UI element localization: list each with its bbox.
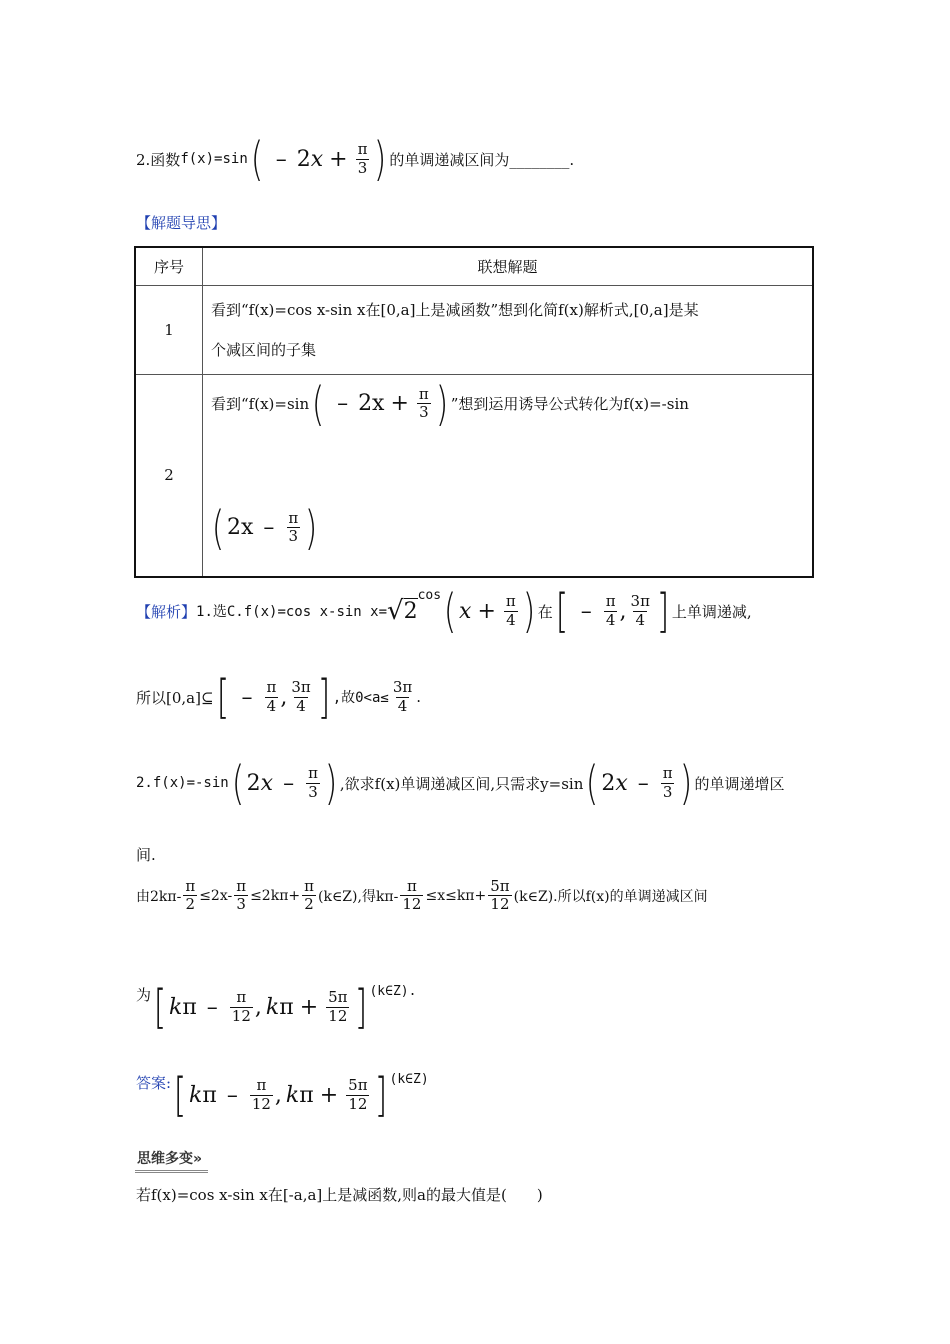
- analysis-line-3: [136, 756, 785, 810]
- period: .: [416, 688, 422, 706]
- fraction-pi-3: $\frac{\pi}{3}$: [308, 764, 318, 801]
- analysis-line-5: [136, 878, 708, 914]
- analysis-line-4: 间.: [136, 846, 156, 864]
- comma: ,: [254, 994, 262, 1020]
- row1-text: [203, 285, 814, 374]
- analysis-text: 为: [136, 986, 152, 1004]
- var-k: k: [189, 1082, 203, 1108]
- q2-func: f(x)=sin: [180, 151, 248, 167]
- right-paren: ): [522, 584, 536, 638]
- row1-num: 1: [135, 285, 203, 374]
- comma: ,: [280, 684, 288, 710]
- answer-line: [136, 1068, 429, 1122]
- analysis-line-2: [136, 670, 422, 724]
- fraction-3pi-4: $\frac{3\pi}{4}$: [630, 592, 650, 629]
- fraction-3pi-4: $\frac{3\pi}{4}$: [291, 678, 311, 715]
- analysis-text: ≤x≤kπ+: [425, 887, 487, 904]
- right-bracket: ]: [374, 1068, 387, 1122]
- fraction-pi-3: $\frac{\pi}{3}$: [662, 764, 673, 801]
- sqrt-sign: √: [387, 596, 404, 626]
- var-x: x: [260, 770, 274, 796]
- left-paren: (: [250, 132, 264, 186]
- right-paren: ): [679, 756, 692, 810]
- fraction-pi-4: $\frac{\pi}{4}$: [266, 678, 277, 715]
- analysis-text: 由2kπ-: [136, 888, 182, 905]
- guide-heading: 【解题导思】: [136, 214, 227, 232]
- table-header-num: 序号: [135, 247, 203, 285]
- k-in-z: (k∈Z).: [369, 984, 417, 999]
- analysis-label: 【解析】: [136, 602, 197, 621]
- coef-2: 2: [601, 770, 616, 796]
- analysis-line-6: [136, 980, 417, 1034]
- right-bracket: ]: [317, 670, 331, 724]
- fraction-pi-12: $\frac{\pi}{12}$: [231, 988, 251, 1025]
- fraction-pi-12: $\frac{\pi}{12}$: [251, 1076, 271, 1113]
- minus-sign: –: [241, 684, 253, 710]
- plus-sign: +: [299, 994, 319, 1020]
- row2-num: 2: [135, 374, 203, 577]
- plus-sign: +: [329, 146, 348, 172]
- analysis-text: 的单调递增区: [694, 774, 785, 793]
- row1-line-a: 看到“f(x)=cos x-sin x在[0,a]上是减函数”想到化简f(x)解析式,[0,a]是某: [211, 300, 699, 319]
- analysis-line-1: [136, 584, 752, 638]
- fraction-pi-2: $\frac{\pi}{2}$: [304, 877, 314, 914]
- plus-sign: +: [477, 598, 496, 624]
- fraction-5pi-12: $\frac{5\pi}{12}$: [328, 988, 348, 1025]
- pi-symbol: π: [202, 1082, 217, 1108]
- left-paren: (: [586, 756, 599, 810]
- var-x: x: [310, 146, 324, 172]
- analysis-text: ,故0<a≤: [332, 690, 389, 706]
- fraction-pi-4: $\frac{\pi}{4}$: [605, 592, 616, 629]
- var-x: x: [459, 598, 472, 624]
- right-bracket: ]: [656, 584, 670, 638]
- plus-sign: +: [319, 1082, 339, 1108]
- row2-line-a: [211, 376, 804, 431]
- right-paren: ): [374, 132, 387, 186]
- var-k: k: [285, 1082, 300, 1108]
- variant-question: 若f(x)=cos x-sin x在[-a,a]上是减函数,则a的最大值是( ): [136, 1186, 543, 1204]
- k-in-z: (k∈Z): [389, 1072, 429, 1087]
- var-x: x: [615, 770, 628, 796]
- q2-prefix: 2.函数: [136, 150, 181, 169]
- fraction-pi-3: $\frac{\pi}{3}$: [418, 384, 429, 421]
- table-header-text: 联想解题: [203, 247, 814, 285]
- fraction-pi-2: $\frac{\pi}{2}$: [185, 877, 196, 914]
- comma: ,: [274, 1082, 282, 1108]
- left-bracket: [: [555, 584, 568, 638]
- fraction-pi-12: $\frac{\pi}{12}$: [402, 877, 422, 914]
- coef-2: 2: [246, 770, 261, 796]
- row2-text: [203, 374, 814, 577]
- analysis-text: (k∈Z).所以f(x)的单调递减区间: [513, 888, 708, 905]
- q2-suffix: 的单调递减区间为________.: [389, 150, 575, 169]
- analysis-text: ≤2kπ+: [250, 887, 301, 904]
- guide-table: [134, 246, 814, 578]
- left-paren: (: [311, 376, 325, 431]
- left-bracket: [: [216, 670, 229, 724]
- coef-2: 2: [296, 146, 311, 172]
- comma: ,: [619, 598, 627, 624]
- pi-symbol: π: [279, 994, 294, 1020]
- left-paren: (: [231, 756, 244, 810]
- right-bracket: ]: [354, 980, 367, 1034]
- var-k: k: [265, 994, 280, 1020]
- fraction-pi-3: $\frac{\pi}{3}$: [288, 508, 299, 545]
- right-paren: ): [304, 500, 318, 555]
- fraction-pi-4: $\frac{\pi}{4}$: [505, 592, 516, 629]
- question-2: [136, 132, 575, 186]
- row2-line-b: [209, 500, 320, 555]
- analysis-text: 所以[0,a]⊆: [136, 688, 214, 707]
- minus-sign: –: [283, 770, 295, 796]
- row2-text-b: ”想到运用诱导公式转化为f(x)=-sin: [450, 395, 689, 413]
- pi-symbol: π: [299, 1082, 314, 1108]
- minus-sign: –: [263, 515, 275, 540]
- analysis-text: ≤2x-: [199, 887, 233, 904]
- row2-text-a: 看到“f(x)=sin: [211, 395, 310, 413]
- analysis-text: 2.f(x)=-sin: [136, 775, 229, 791]
- minus-sign: –: [637, 770, 649, 796]
- minus-sign: –: [337, 391, 349, 416]
- fraction-5pi-12: $\frac{5\pi}{12}$: [490, 877, 510, 914]
- fraction-3pi-4: $\frac{3\pi}{4}$: [392, 678, 413, 715]
- pi-symbol: π: [182, 994, 197, 1020]
- left-bracket: [: [153, 980, 167, 1034]
- minus-sign: –: [226, 1082, 238, 1108]
- left-paren: (: [443, 584, 457, 638]
- fraction-pi-3: $\frac{\pi}{3}$: [236, 877, 247, 914]
- right-paren: ): [324, 756, 338, 810]
- left-bracket: [: [173, 1068, 187, 1122]
- answer-label: 答案:: [136, 1074, 172, 1092]
- right-paren: ): [435, 376, 449, 431]
- fraction-pi-3: $\frac{\pi}{3}$: [357, 140, 368, 177]
- in-text: 在: [537, 602, 553, 621]
- term-2x: 2x: [226, 515, 254, 540]
- term-2x: 2x: [358, 391, 385, 416]
- minus-sign: –: [206, 994, 218, 1020]
- think-heading: 思维多变»: [135, 1148, 208, 1173]
- minus-sign: –: [275, 146, 287, 172]
- var-k: k: [168, 994, 183, 1020]
- minus-sign: –: [580, 598, 592, 624]
- sqrt-2: 2: [403, 599, 418, 624]
- row1-line-b: 个减区间的子集: [211, 340, 317, 359]
- analysis-text: 1.选C.f(x)=cos x-sin x=: [196, 604, 388, 620]
- analysis-text: ,欲求f(x)单调递减区间,只需求y=sin: [339, 774, 584, 793]
- analysis-text: (k∈Z),得kπ-: [318, 888, 399, 905]
- analysis-text: 上单调递减,: [671, 602, 752, 621]
- plus-sign: +: [390, 391, 409, 416]
- left-paren: (: [211, 500, 225, 555]
- cos-label: cos: [417, 588, 442, 603]
- fraction-5pi-12: $\frac{5\pi}{12}$: [348, 1076, 368, 1113]
